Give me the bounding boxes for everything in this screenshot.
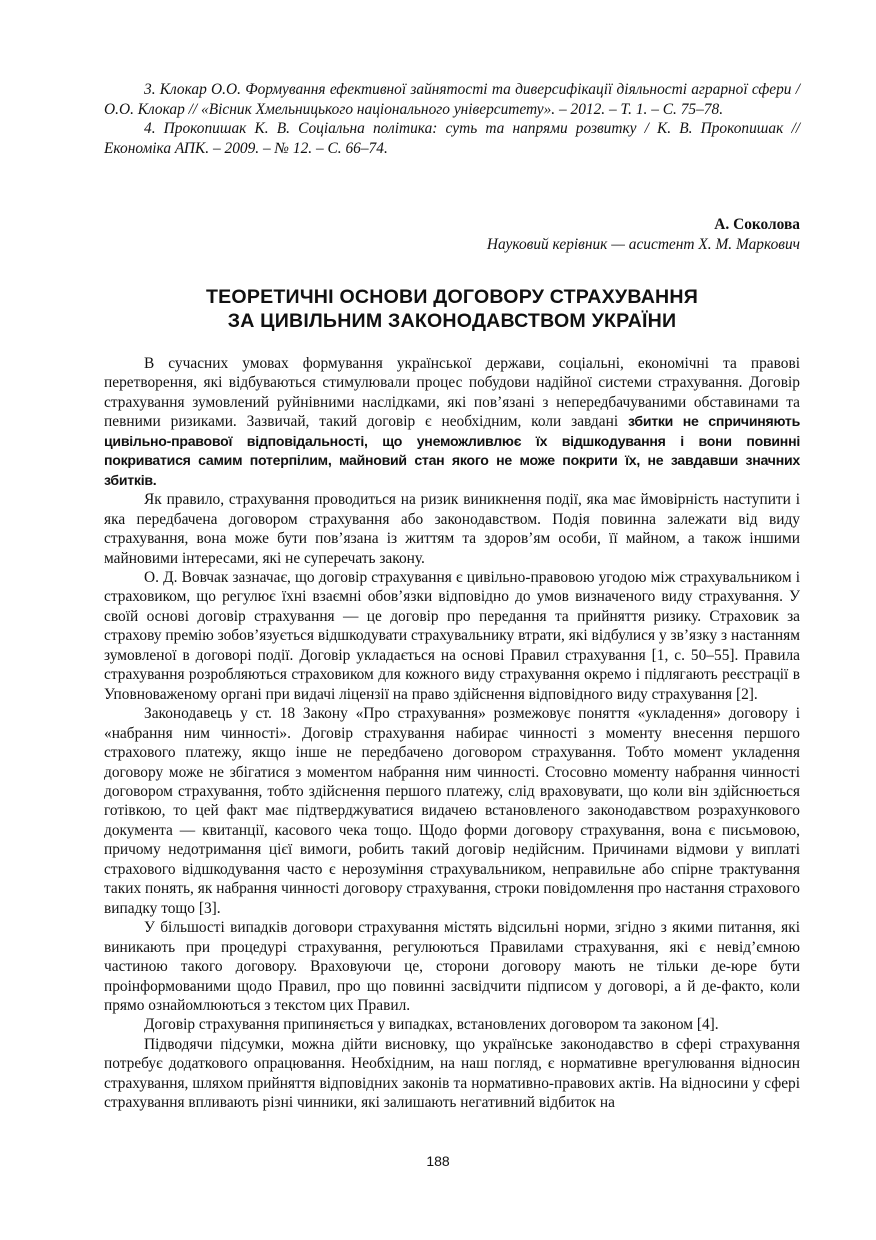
supervisor-line: Науковий керівник — асистент Х. М. Маркович	[486, 235, 800, 253]
reference-item: 3. Клокар О.О. Формування ефективної зайнятості та диверсифікації діяльності аграрної сфери / О.О. Клокар // «Вісник Хмельницького національного університету». – 2012. – Т. 1. – С. 75–78.	[104, 81, 800, 118]
author-block	[104, 215, 800, 254]
author-name: А. Соколова	[714, 216, 800, 233]
paragraph: Як правило, страхування проводиться на ризик виникнення події, яка має ймовірність наступити і яка передбачена договором страхування або законодавством. Подія повинна залежати від виду страхування, вона може бути пов’язана із життям та здоров’ям особи, її майном, а також іншими майновими інтересами, які не суперечать закону.	[104, 491, 800, 567]
highlighted-text: збитки не спричиняють цивільно-правової відповідальності, що унеможливлює їх відшкодування і вони повинні покриватися самим потерпілим, майновий стан якого не може покрити їх, не завдавши значних збитків.	[104, 413, 800, 488]
paragraph	[104, 354, 800, 490]
paragraph: Законодавець у ст. 18 Закону «Про страхування» розмежовує поняття «укладення» договору і «набрання ним чинності». Договір страхування набирає чинності з моменту внесення першого страхового платежу, якщо інше не передбачено договором страхування. Тобто момент укладення договору може не збігатися з моментом набрання ним чинності. Стосовно моменту набрання чинності договором страхування, тобто здійснення першого платежу, слід враховувати, що коли він здійснюється готівкою, то цей факт має підтверджуватися видачею встановленого законодавством розрахункового документа — квитанції, касового чека тощо. Щодо форми договору страхування, вона є письмовою, причому недотримання цієї вимоги, робить такий договір недійсним. Причинами відмови у виплаті страхового відшкодування часто є нерозуміння страхувальником, неправильне або спірне трактування таких понять, як набрання чинності договору страхування, строки повідомлення про настання страхового випадку тощо [3].	[104, 705, 800, 917]
reference-list	[104, 80, 800, 158]
reference-item: 4. Прокопишак К. В. Соціальна політика: суть та напрями розвитку / К. В. Прокопишак // Економіка АПК. – 2009. – № 12. – С. 66–74.	[104, 120, 800, 157]
paragraph: О. Д. Вовчак зазначає, що договір страхування є цивільно-правовою угодою між страхувальником і страховиком, що регулює їхні взаємні обов’язки відповідно до умов визначеного виду страхування. У своїй основі договір страхування — це договір про передання та прийняття ризику. Страховик за страхову премію зобов’язується відшкодувати страхувальнику втрати, які відбулися у зв’язку з настанням зумовленої в договорі події. Договір укладається на основі Правил страхування [1, с. 50–55]. Правила страхування розробляються страховиком для кожного виду страхування окремо і підлягають реєстрації в Уповноваженому органі при видачі ліцензії на право здійснення відповідного виду страхування [2].	[104, 568, 800, 703]
paragraph: У більшості випадків договори страхування містять відсильні норми, згідно з якими питання, які виникають при процедурі страхування, регулюються Правилами страхування, які є невід’ємною частиною такого договору. Враховуючи це, сторони договору мають не тільки де-юре бути проінформованими щодо Правил, про що повинні засвідчити підписом у договорі, а й де-факто, коли прямо ознайомлюються з текстом цих Правил.	[104, 919, 800, 1014]
page-number: 188	[426, 1153, 450, 1169]
article-body	[104, 354, 800, 1113]
page-content	[104, 80, 800, 1113]
title-line: ЗА ЦИВІЛЬНИМ ЗАКОНОДАВСТВОМ УКРАЇНИ	[227, 310, 677, 332]
paragraph-text: В сучасних умовах формування української держави, соціальні, економічні та правові перетворення, які відбуваються стимулювали процес побудови надійної системи страхування. Договір страхування зумовлений руйнівними наслідками, які пов’язані з непередбачуваними обставинами та певними ризиками. Зазвичай, такий договір є необхідним, коли завдані	[104, 355, 800, 431]
title-line: ТЕОРЕТИЧНІ ОСНОВИ ДОГОВОРУ СТРАХУВАННЯ	[205, 286, 699, 308]
article-title	[104, 285, 800, 333]
paragraph: Підводячи підсумки, можна дійти висновку, що українське законодавство в сфері страхування потребує додаткового опрацювання. Необхідним, на наш погляд, є нормативне врегулювання відносин страхування, шляхом прийняття відповідних законів та нормативно-правових актів. На відносини у сфері страхування впливають різні чинники, які залишають негативний відбиток на	[104, 1035, 800, 1112]
paragraph: Договір страхування припиняється у випадках, встановлених договором та законом [4].	[144, 1016, 719, 1034]
